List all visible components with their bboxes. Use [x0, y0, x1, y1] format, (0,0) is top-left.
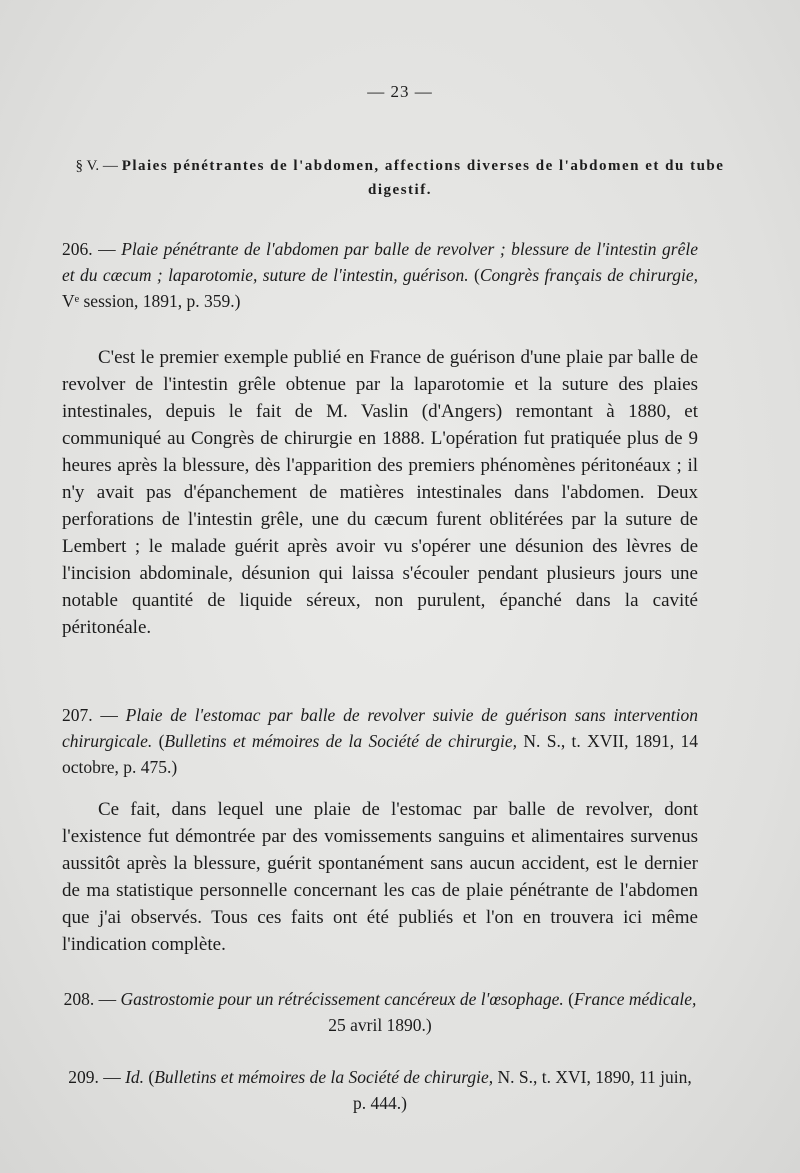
- section-prefix: § V. —: [75, 158, 118, 174]
- reference-number: 209. —: [68, 1067, 121, 1087]
- reference-206: [62, 236, 698, 314]
- reference-number: 206. —: [62, 239, 116, 259]
- reference-source-details: 25 avril 1890.): [328, 1015, 432, 1035]
- reference-title: Plaie de l'estomac par balle de revolver suivie de guérison sans intervention chirurgicale.: [62, 705, 698, 751]
- reference-number: 207. —: [62, 705, 118, 725]
- reference-209: [62, 1064, 698, 1116]
- reference-source-open: (: [468, 265, 480, 285]
- paragraph-207: Ce fait, dans lequel une plaie de l'estomac par balle de revolver, dont l'existence fut démontrée par des vomissements sanguins et alimentaires survenus aussitôt après la blessure, guérit spontanément sans aucun accident, est le dernier de ma statistique personnelle concernant les cas de plaie pénétrante de l'abdomen que j'ai observés. Tous ces faits ont été publiés et l'on en trouvera ici même l'indication complète.: [62, 799, 698, 955]
- reference-source-details: N. S., t. XVI, 1890, 11 juin, p. 444.): [353, 1067, 692, 1113]
- page-number: — 23 —: [367, 82, 433, 101]
- reference-source-journal: Congrès français de chirurgie,: [479, 265, 699, 285]
- reference-source-details: Vᵉ session, 1891, p. 359.): [62, 291, 241, 311]
- reference-207: [62, 702, 698, 780]
- reference-number: 208. —: [63, 989, 117, 1009]
- paragraph-206: C'est le premier exemple publié en France de guérison d'une plaie par balle de revolver de l'intestin grêle obtenue par la laparotomie et la suture des plaies intestinales, depuis le fait de M. Vaslin (d'Angers) remontant à 1880, et communiqué au Congrès de chirurgie en 1888. L'opération fut pratiquée plus de 9 heures après la blessure, dès l'apparition des premiers phénomènes péritonéaux ; il n'y avait pas d'épanchement de matières intestinales dans l'abdomen. Deux perforations de l'intestin grêle, une du cæcum furent oblitérées par la suture de Lembert ; le malade guérit après avoir vu s'opérer une désunion des lèvres de l'incision abdominale, désunion qui laissa s'écouler pendant plusieurs jours une notable quantité de liquide séreux, non purulent, épanché dans la cavité péritonéale.: [62, 347, 698, 638]
- reference-title: Gastrostomie pour un rétrécissement cancéreux de l'œsophage.: [120, 989, 564, 1009]
- section-title: Plaies pénétrantes de l'abdomen, affections diverses de l'abdomen et du tube digestif.: [121, 158, 725, 198]
- reference-source-open: (: [152, 731, 165, 751]
- reference-source-details: N. S., t. XVII, 1891, 14 octobre, p. 475.): [62, 731, 698, 777]
- reference-source-open: (: [144, 1067, 155, 1087]
- reference-source-journal: Bulletins et mémoires de la Société de chirurgie,: [164, 731, 518, 751]
- reference-title: Id.: [125, 1067, 145, 1087]
- reference-title: Plaie pénétrante de l'abdomen par balle de revolver ; blessure de l'intestin grêle et du cæcum ; laparotomie, suture de l'intestin, guérison.: [62, 239, 699, 285]
- reference-208: [62, 986, 698, 1038]
- section-heading: [60, 154, 740, 202]
- reference-source-journal: Bulletins et mémoires de la Société de chirurgie,: [154, 1067, 494, 1087]
- reference-source-open: (: [563, 989, 574, 1009]
- reference-source-journal: France médicale,: [573, 989, 697, 1009]
